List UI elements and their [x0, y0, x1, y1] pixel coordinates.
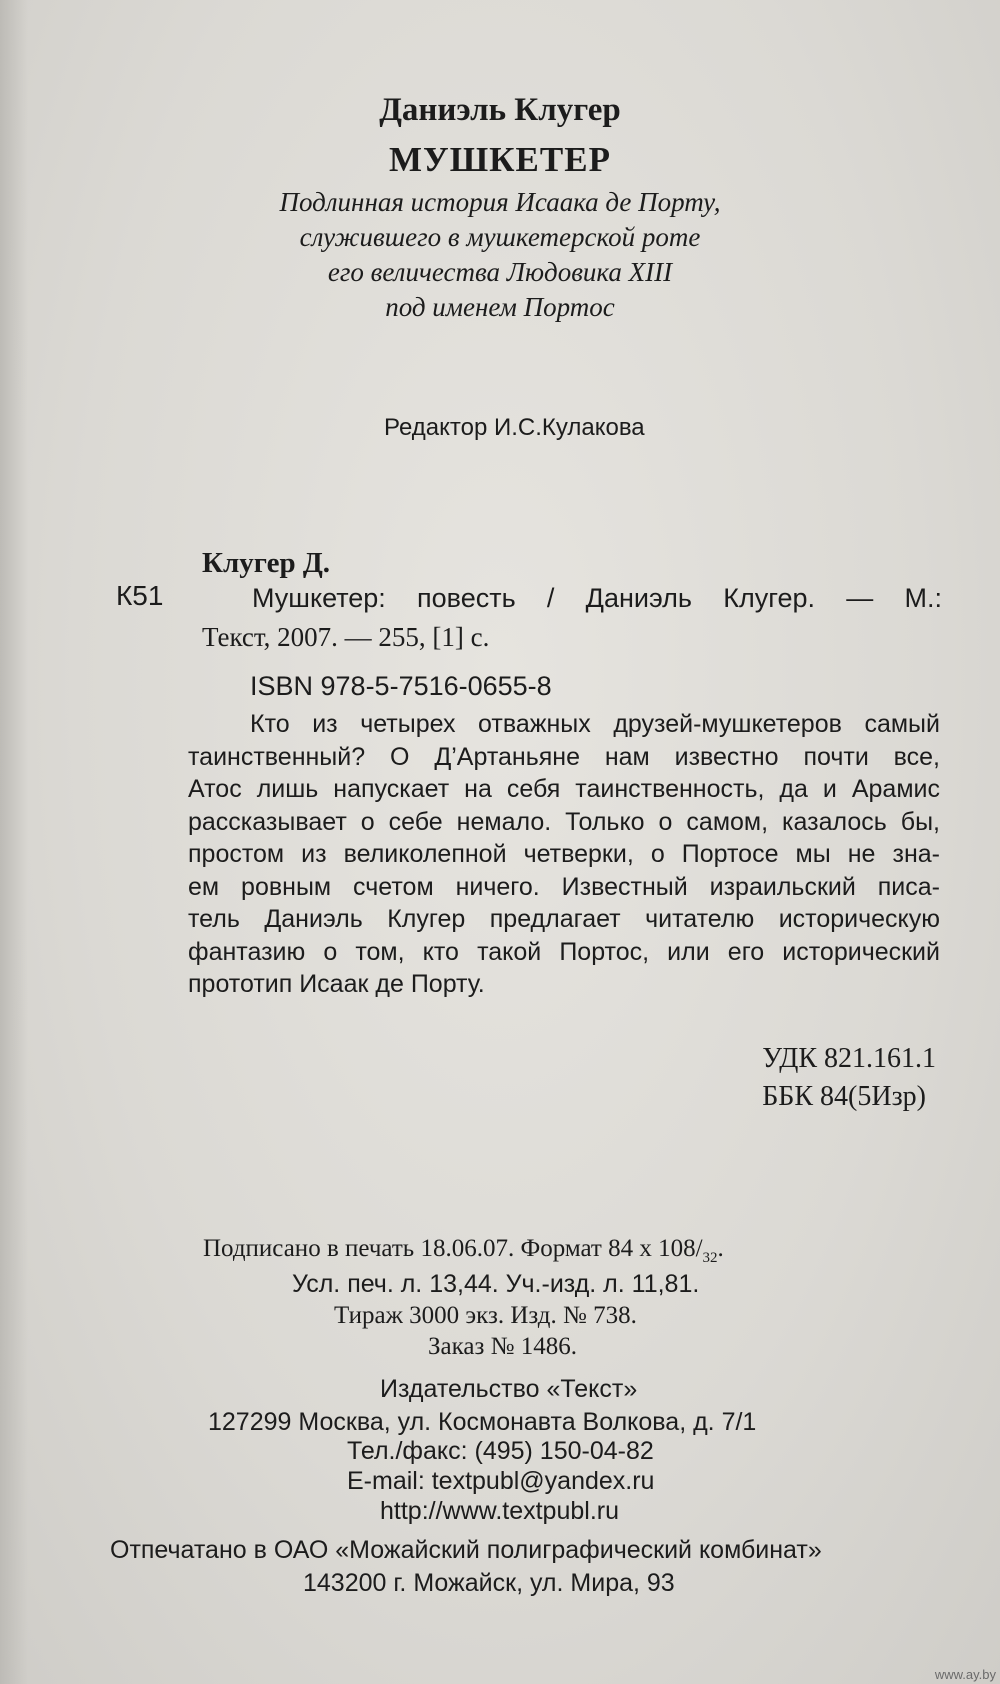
- imprint-printer: Отпечатано в ОАО «Можайский полиграфический комбинат»: [110, 1536, 822, 1564]
- imprint-website: http://www.textpubl.ru: [380, 1497, 620, 1525]
- book-title: МУШКЕТЕР: [389, 140, 611, 179]
- imprint-order: Заказ № 1486.: [428, 1333, 577, 1360]
- imprint-printer-address: 143200 г. Можайск, ул. Мира, 93: [303, 1569, 675, 1597]
- catalog-description-line: Мушкетер: повесть / Даниэль Клугер. — М.:: [252, 583, 942, 613]
- udk-code: УДК 821.161.1: [762, 1043, 936, 1074]
- annotation-line: простом из великолепной четверки, о Портосе мы не зна-: [188, 840, 940, 868]
- imprint-phone: Тел./факс: (495) 150-04-82: [347, 1437, 654, 1465]
- imprint-publisher: Издательство «Текст»: [380, 1375, 638, 1403]
- imprint-format-subscript: 32: [702, 1250, 718, 1266]
- imprint-signed-text: Подписано в печать 18.06.07. Формат 84 х 108/: [203, 1235, 703, 1262]
- book-subtitle: [0, 185, 1000, 325]
- subtitle-line: под именем Портос: [385, 292, 615, 322]
- imprint-print-run: Тираж 3000 экз. Изд. № 738.: [334, 1302, 637, 1329]
- imprint-address: 127299 Москва, ул. Космонавта Волкова, д. 7/1: [208, 1408, 757, 1436]
- catalog-description-line: Текст, 2007. — 255, [1] с.: [202, 622, 490, 652]
- annotation-paragraph: [188, 708, 940, 1001]
- annotation-line: таинственный? О Д’Артаньяне нам известно почти все,: [188, 742, 940, 771]
- imprint-signed-suffix: .: [717, 1235, 724, 1262]
- isbn: ISBN 978-5-7516-0655-8: [250, 671, 552, 701]
- annotation-line: прототип Исаак де Порту.: [188, 970, 485, 998]
- annotation-line: тель Даниэль Клугер предлагает читателю историческую: [188, 905, 940, 933]
- annotation-line: Атос лишь напускает на себя таинственность, да и Арамис: [188, 775, 940, 803]
- annotation-line: ем ровным счетом ничего. Известный израильский писа-: [188, 872, 940, 901]
- editor-credit: Редактор И.С.Кулакова: [384, 414, 645, 441]
- classification-codes: [762, 1040, 936, 1116]
- book-author: Даниэль Клугер: [379, 92, 621, 128]
- subtitle-line: служившего в мушкетерской роте: [299, 222, 701, 252]
- annotation-line: фантазию о том, кто такой Портос, или его исторический: [188, 937, 940, 966]
- catalog-author-heading: Клугер Д.: [202, 547, 331, 579]
- annotation-line: рассказывает о себе немало. Только о самом, казалось бы,: [188, 807, 940, 836]
- subtitle-line: его величества Людовика XIII: [327, 257, 673, 287]
- imprint-sheets: Усл. печ. л. 13,44. Уч.-изд. л. 11,81.: [292, 1270, 700, 1298]
- annotation-line: Кто из четырех отважных друзей-мушкетеров самый: [250, 710, 940, 738]
- catalog-code: К51: [116, 580, 164, 611]
- subtitle-line: Подлинная история Исаака де Порту,: [279, 187, 721, 217]
- imprint-email: E-mail: textpubl@yandex.ru: [347, 1467, 655, 1495]
- site-watermark: www.ay.by: [934, 1667, 996, 1682]
- bbk-code: ББК 84(5Изр): [762, 1081, 926, 1112]
